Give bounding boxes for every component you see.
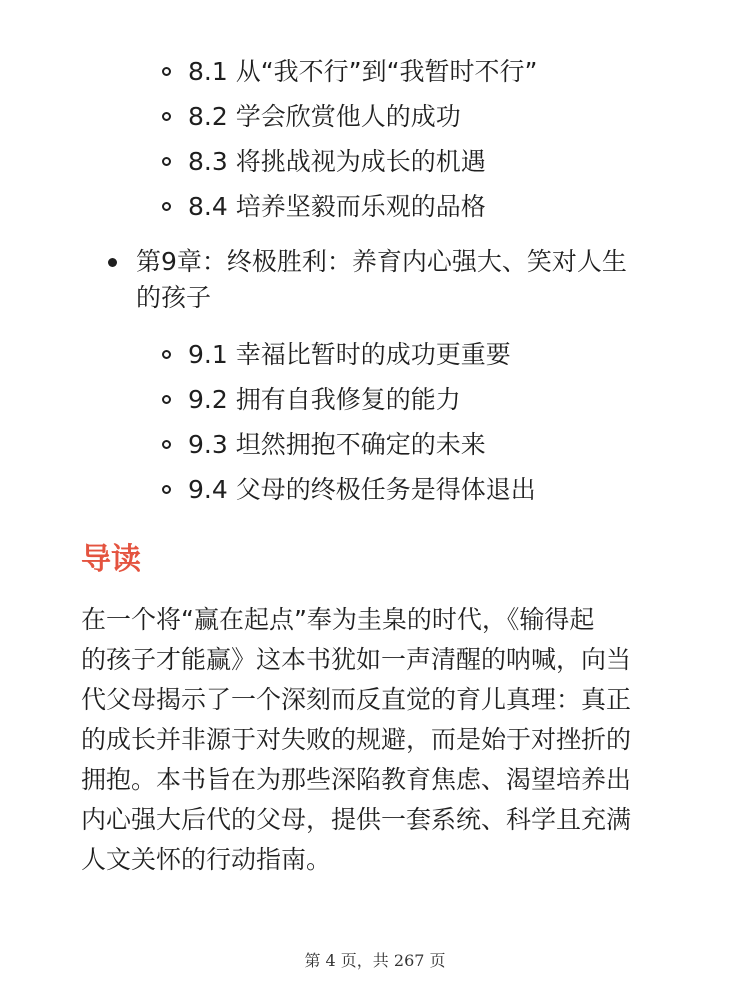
- toc-subitem-label: 9.2 拥有自我修复的能力: [188, 385, 461, 414]
- toc-chapter-title: [136, 244, 676, 316]
- toc-subitem-label: 8.4 培养坚毅而乐观的品格: [188, 192, 486, 221]
- toc-subitem-label: 9.3 坦然拥抱不确定的未来: [188, 430, 486, 459]
- filled-bullet-icon: [108, 258, 117, 267]
- toc-subitem-label: 8.1 从“我不行”到“我暂时不行”: [188, 57, 538, 86]
- paragraph-line: 代父母揭示了一个深刻而反直觉的育儿真理：真正: [81, 685, 632, 714]
- paragraph-line: 在一个将“赢在起点”奉为圭臬的时代，《输得起: [81, 605, 595, 634]
- paragraph-line: 内心强大后代的父母，提供一套系统、科学且充满: [81, 805, 632, 834]
- hollow-bullet-icon: [162, 202, 171, 211]
- hollow-bullet-icon: [162, 350, 171, 359]
- toc-chapter-title-line: 第9章：终极胜利：养育内心强大、笑对人生: [136, 247, 627, 276]
- paragraph-line: 的成长并非源于对失败的规避，而是始于对挫折的: [81, 725, 632, 754]
- paragraph-line: 的孩子才能赢》这本书犹如一声清醒的呐喊，向当: [81, 645, 632, 674]
- hollow-bullet-icon: [162, 440, 171, 449]
- hollow-bullet-icon: [162, 485, 171, 494]
- hollow-bullet-icon: [162, 112, 171, 121]
- page-number-footer: 第 4 页，共 267 页: [304, 951, 446, 970]
- toc-subitem-label: 9.4 父母的终极任务是得体退出: [188, 475, 536, 504]
- paragraph-line: 人文关怀的行动指南。: [81, 845, 332, 874]
- hollow-bullet-icon: [162, 157, 171, 166]
- intro-paragraph: [81, 600, 671, 880]
- section-heading: 导读: [81, 542, 141, 577]
- toc-subitem-label: 8.3 将挑战视为成长的机遇: [188, 147, 486, 176]
- toc-subitem-label: 8.2 学会欣赏他人的成功: [188, 102, 461, 131]
- hollow-bullet-icon: [162, 67, 171, 76]
- hollow-bullet-icon: [162, 395, 171, 404]
- toc-chapter-title-line: 的孩子: [136, 283, 212, 312]
- paragraph-line: 拥抱。本书旨在为那些深陷教育焦虑、渴望培养出: [81, 765, 632, 794]
- toc-subitem-label: 9.1 幸福比暂时的成功更重要: [188, 340, 511, 369]
